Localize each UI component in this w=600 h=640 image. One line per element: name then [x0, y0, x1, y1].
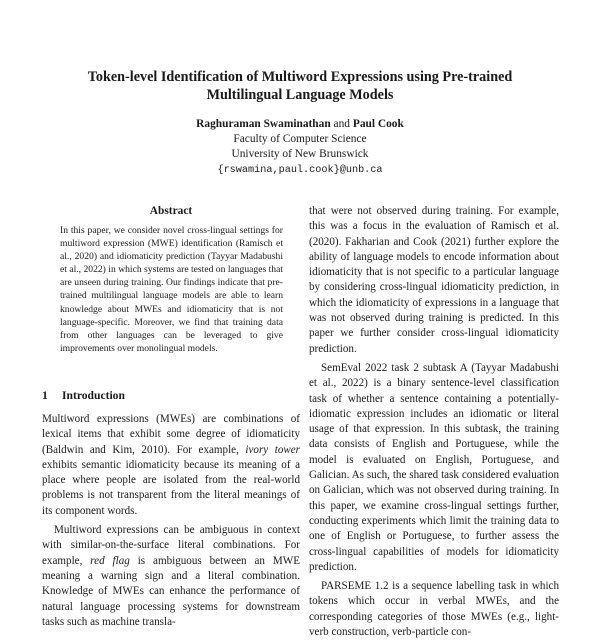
intro-p1-text-b: exhibits semantic idiomaticity because its meaning of a place where people are isolated from the real-world problems is not transparent from the literal meanings of its component words.: [42, 458, 300, 517]
author-names: [100, 117, 500, 132]
intro-p2-text-a: Multiword expressions can be ambiguous in context with similar-on-the-surface literal combinations. For example,: [42, 524, 300, 567]
section-heading: [42, 389, 125, 402]
author-2: Paul Cook: [352, 118, 404, 130]
intro-paragraph-2: [42, 523, 300, 630]
right-paragraph-1: that were not observed during training. For example, this was a focus in the evaluation of Ramisch et al. (2020). Fakharian and Cook (2021) further explore the ability of language models to encode information about idiomaticity that is not specific to a particular language by considering cross-lingual idiomaticity prediction, in which the idiomaticity of expressions in a language that was not observed during training is predicted. In this paper we further consider cross-lingual idiomaticity prediction.: [309, 205, 559, 355]
author-block: [100, 117, 500, 178]
title-line-1: Token-level Identification of Multiword Expressions using Pre-trained: [87, 69, 513, 85]
abstract-text: In this paper, we consider novel cross-lingual settings for multiword expression (MWE) identification (Ramisch et al., 2020) and idiomaticity prediction (Tayyar Madabushi et al., 2022) in which systems are tested on languages that are unseen during training. Our findings indicate that pre-trained multilingual language models are able to learn knowledge about MWEs and idiomaticity that is not language-specific. Moreover, we find that training data from other languages can be leveraged to give improvements over monolingual models.: [60, 225, 283, 354]
intro-p2-example: red flag: [90, 554, 130, 567]
intro-p1-example: ivory tower: [245, 443, 301, 456]
intro-paragraph-1: [42, 412, 300, 519]
right-column: [309, 204, 559, 640]
abstract-heading: Abstract: [149, 205, 193, 217]
section-number: 1: [42, 389, 48, 402]
author-email: {rswamina,paul.cook}@unb.ca: [217, 164, 383, 176]
affiliation-2: University of New Brunswick: [231, 148, 369, 161]
author-and: and: [333, 118, 350, 130]
right-paragraph-2: SemEval 2022 task 2 subtask A (Tayyar Madabushi et al., 2022) is a binary sentence-level classification task of whether a sentence containing a potentially-idiomatic expression includes an idiomatic or literal usage of that expression. In this subtask, the training data consists of English and Portuguese, while the model is evaluated on English, Portuguese, and Galician. As such, the shared task considered evaluation on Galician, which was not observed during training. In this paper, we examine cross-lingual settings further, conducting experiments which limit the training data to one of English or Portuguese, to further assess the cross-lingual capabilities of models for idiomaticity prediction.: [309, 361, 559, 573]
paper-title: [60, 68, 540, 104]
intro-p1-text-a: Multiword expressions (MWEs) are combinations of lexical items that exhibit some degree of idiomaticity (Baldwin and Kim, 2010). For example,: [42, 413, 300, 456]
author-1: Raghuraman Swaminathan: [196, 118, 331, 130]
intro-p2-text-b: is ambiguous between an MWE meaning a warning sign and a literal combination. Knowledge of MWEs can enhance the performance of natural language processing systems for downstream tasks such as machine transla-: [42, 554, 300, 628]
intro-column: [42, 412, 300, 630]
section-title: Introduction: [62, 389, 125, 402]
title-line-2: Multilingual Language Models: [206, 87, 394, 103]
affiliation-1: Faculty of Computer Science: [233, 133, 367, 146]
right-paragraph-3: PARSEME 1.2 is a sequence labelling task in which tokens which occur in verbal MWEs, and the corresponding categories of those MWEs (e.g., light-verb construction, verb-particle con-: [309, 580, 559, 639]
